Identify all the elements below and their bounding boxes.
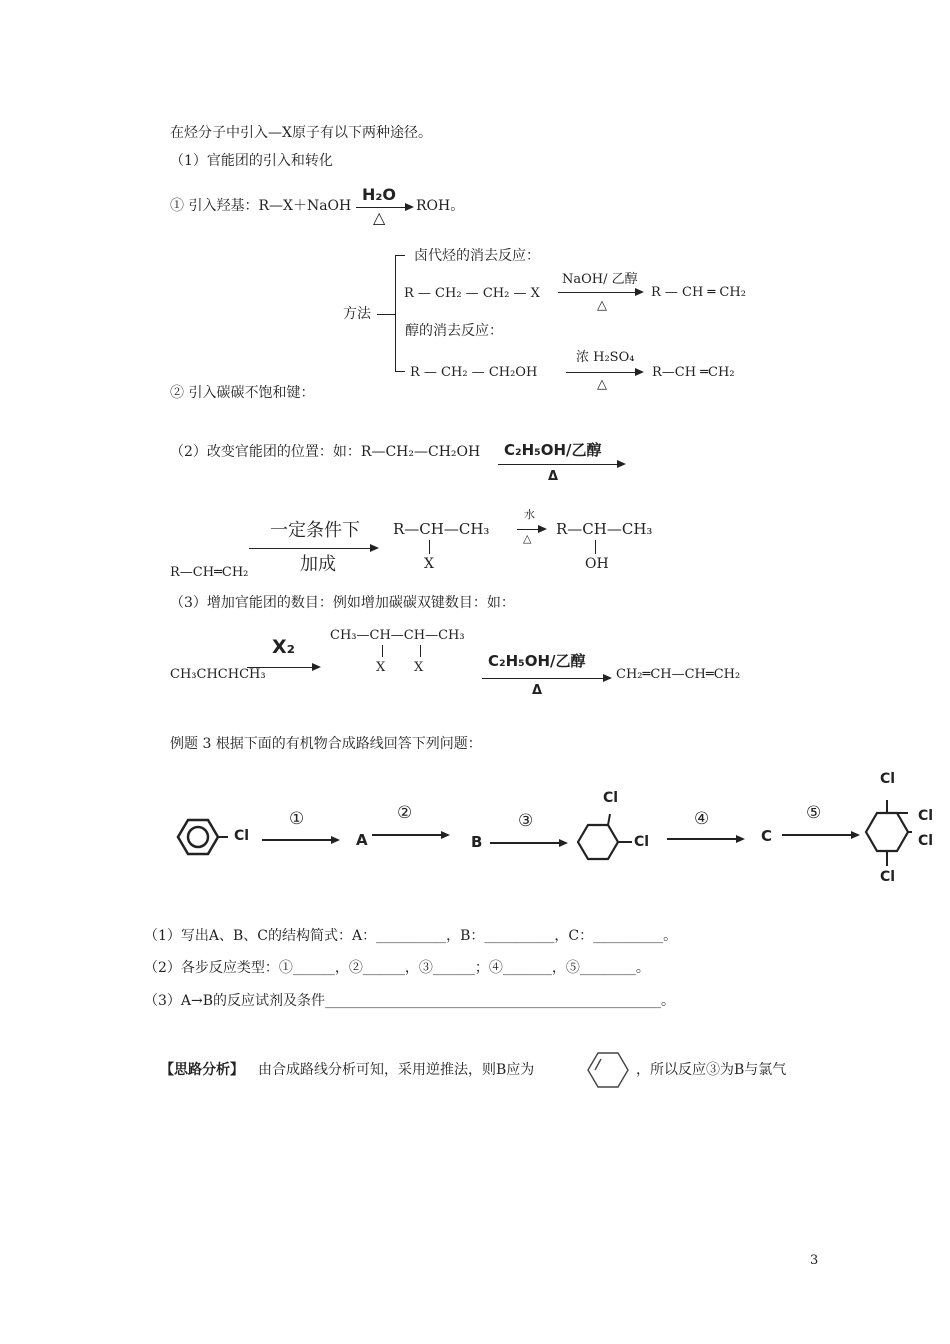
branch2-title: 醇的消去反应： xyxy=(405,323,503,339)
x2-arrow-above: X₂ xyxy=(272,636,295,658)
dihalide-x-1: X xyxy=(376,660,386,675)
branch2-arrow xyxy=(566,372,642,373)
question-3: （3）A→B的反应试剂及条件________________________________________________。 xyxy=(144,993,676,1009)
step4-label: ④ xyxy=(694,809,710,829)
section3-arrow-below: Δ xyxy=(532,683,543,698)
section2-arrow-below: Δ xyxy=(548,469,559,484)
hydroxyl-arrow-below: △ xyxy=(373,208,386,227)
tetrachloro-cl-bottom: Cl xyxy=(880,869,896,885)
step2-arrow xyxy=(372,834,448,836)
compound-b: B xyxy=(471,833,483,851)
dihalide-intermediate: CH₃—CH—CH—CH₃ xyxy=(330,628,465,643)
branch1-product: R — CH ═ CH₂ xyxy=(651,285,746,300)
section2-arrow-above: C₂H₅OH/乙醇 xyxy=(504,441,602,459)
example-title: 例题 3 根据下面的有机物合成路线回答下列问题： xyxy=(170,736,482,752)
section3-label: （3）增加官能团的数目：例如增加碳碳双键数目：如： xyxy=(170,595,515,611)
chlorobenzene-structure xyxy=(172,812,232,862)
analysis-tag: 【思路分析】 xyxy=(160,1062,244,1078)
compound-a: A xyxy=(356,831,368,849)
diene-product: CH₂═CH—CH═CH₂ xyxy=(616,667,741,682)
intro-text: 在烃分子中引入—X原子有以下两种途径。 xyxy=(170,125,432,141)
dihalide-x-2: X xyxy=(414,660,424,675)
step2-label: ② xyxy=(397,803,413,823)
method-brace-bottom xyxy=(395,371,405,372)
section3-arrow xyxy=(482,678,610,679)
section3-arrow-above: C₂H₅OH/乙醇 xyxy=(488,652,586,670)
method-brace-top xyxy=(395,255,405,256)
step3-arrow xyxy=(490,842,566,844)
section2-label: （2）改变官能团的位置：如：R—CH₂—CH₂OH xyxy=(170,444,481,460)
branch1-title: 卤代烃的消去反应： xyxy=(414,248,540,264)
branch1-reactant: R — CH₂ — CH₂ — X xyxy=(404,286,540,301)
method-brace-line xyxy=(395,255,396,371)
tetrachlorocyclohexane-structure xyxy=(860,788,950,876)
water-arrow xyxy=(517,529,545,530)
question-1: （1）写出A、B、C的结构简式：A：__________，B：__________，C：__________。 xyxy=(144,928,678,944)
addition-arrow xyxy=(249,548,377,549)
dihalide-bond-1 xyxy=(382,645,383,657)
cyclohexene-structure xyxy=(584,1045,634,1095)
section3-start: CH₃CHCHCH₃ xyxy=(170,667,266,682)
intermediate-halide-x: X xyxy=(424,556,434,572)
dichloro-cl-right: Cl xyxy=(634,834,650,850)
step1-label: ① xyxy=(289,809,305,829)
branch2-product: R—CH ═CH₂ xyxy=(652,365,735,380)
step5-arrow xyxy=(782,834,858,836)
method-label: 方法 xyxy=(343,306,371,322)
addition-arrow-above: 一定条件下 xyxy=(270,520,360,541)
alcohol-product-bond xyxy=(595,540,596,554)
intermediate-halide-bond xyxy=(429,540,430,554)
step3-label: ③ xyxy=(518,811,534,831)
question-2: （2）各步反应类型：①______，②______，③______；④_______，⑤________。 xyxy=(144,960,650,976)
branch2-arrow-above: 浓 H₂SO₄ xyxy=(576,350,635,365)
branch2-reactant: R — CH₂ — CH₂OH xyxy=(410,365,538,380)
tetrachloro-cl-r1: Cl xyxy=(918,808,934,824)
dichloro-cl-top: Cl xyxy=(603,790,619,806)
branch1-arrow-below: △ xyxy=(597,298,607,313)
water-arrow-above: 水 xyxy=(524,508,535,521)
section2-arrow xyxy=(498,464,624,465)
step5-label: ⑤ xyxy=(806,803,822,823)
chlorobenzene-cl: Cl xyxy=(234,828,250,844)
addition-arrow-below: 加成 xyxy=(300,554,336,575)
step4-arrow xyxy=(667,838,743,840)
hydroxyl-arrow-above: H₂O xyxy=(362,185,396,204)
page-number: 3 xyxy=(810,1253,819,1268)
unsaturated-bond-label: ② 引入碳碳不饱和键： xyxy=(170,385,315,401)
compound-c: C xyxy=(761,827,773,845)
branch1-arrow xyxy=(558,292,642,293)
alcohol-product-oh: OH xyxy=(585,556,609,572)
analysis-text-1: 由合成路线分析可知，采用逆推法，则B应为 xyxy=(258,1062,535,1078)
hydroxyl-label: ① 引入羟基：R—X＋NaOH xyxy=(170,198,352,214)
method-brace-stem xyxy=(377,314,395,315)
hydroxyl-product: ROH。 xyxy=(416,198,465,214)
section1-title: （1）官能团的引入和转化 xyxy=(170,153,333,169)
x2-arrow xyxy=(247,667,319,668)
dichlorocyclohexane-structure xyxy=(572,808,636,872)
branch1-arrow-above: NaOH/ 乙醇 xyxy=(562,272,638,287)
step1-arrow xyxy=(262,839,338,841)
intermediate-halide: R—CH—CH₃ xyxy=(393,520,490,538)
tetrachloro-cl-top: Cl xyxy=(880,771,896,787)
branch2-arrow-below: △ xyxy=(597,377,607,392)
tetrachloro-cl-r2: Cl xyxy=(918,833,934,849)
analysis-text-2: ，所以反应③为B与氯气 xyxy=(636,1062,787,1078)
alcohol-product: R—CH—CH₃ xyxy=(556,520,653,538)
water-arrow-below: △ xyxy=(523,532,532,545)
dihalide-bond-2 xyxy=(420,645,421,657)
alkene-start: R—CH═CH₂ xyxy=(170,565,249,580)
